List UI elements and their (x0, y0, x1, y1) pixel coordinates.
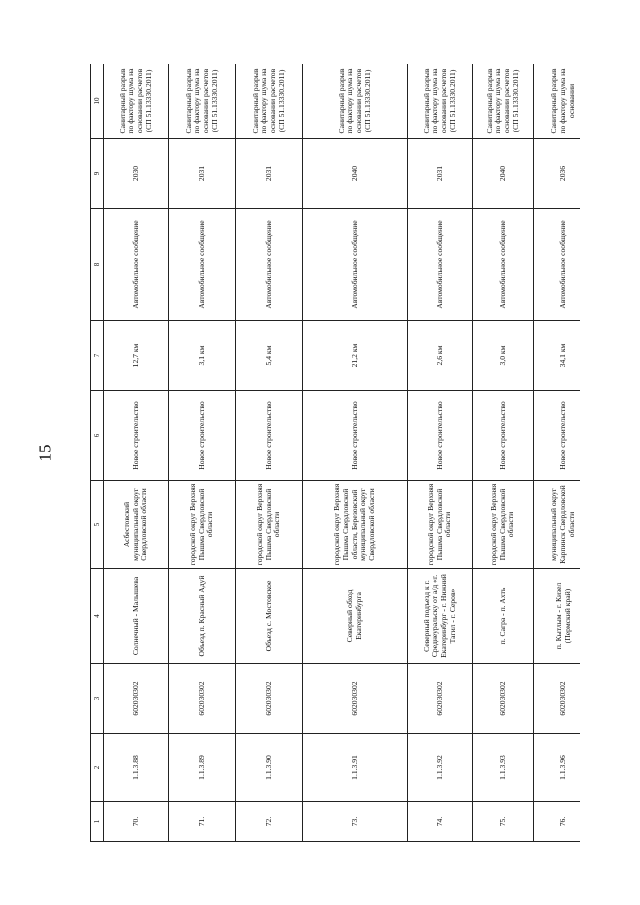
work-type: Новое строительство (104, 391, 169, 481)
table-row (303, 64, 408, 842)
object-length: 3,1 км (169, 321, 236, 391)
oktmo-code: 602030302 (236, 664, 303, 734)
oktmo-code: 602030302 (473, 664, 534, 734)
object-location: городской округ Верхняя Пышма Свердловской области (236, 481, 303, 569)
page-number-text: 15 (35, 444, 54, 461)
work-type: Новое строительство (169, 391, 236, 481)
row-number: 75. (473, 802, 534, 842)
object-location: городской округ Верхняя Пышма Свердловской области (408, 481, 473, 569)
oktmo-code: 602030302 (303, 664, 408, 734)
oktmo-code: 602030302 (104, 664, 169, 734)
oktmo-code: 602030302 (408, 664, 473, 734)
column-number: 9 (91, 139, 104, 209)
work-type: Новое строительство (473, 391, 534, 481)
protection-zone: Санитарный разрыв по фактору шума на основании (534, 64, 581, 139)
completion-year: 2040 (303, 139, 408, 209)
object-name: п. Сагра - п. Ахть (473, 569, 534, 664)
object-name: Солнечный - Малышева (104, 569, 169, 664)
protection-zone: Санитарный разрыв по фактору шума на основании расчетов (СП 51.13330.2011) (408, 64, 473, 139)
row-number: 72. (236, 802, 303, 842)
object-length: 21,2 км (303, 321, 408, 391)
object-code: 1.1.3.89 (169, 734, 236, 802)
table-row (169, 64, 236, 842)
completion-year: 2031 (169, 139, 236, 209)
object-name: Объезд п. Красный Адуй (169, 569, 236, 664)
object-purpose: Автомобильное сообщение (473, 209, 534, 321)
object-location: муниципальный округ Карпинск Свердловской области (534, 481, 581, 569)
table-row (236, 64, 303, 842)
completion-year: 2031 (236, 139, 303, 209)
protection-zone: Санитарный разрыв по фактору шума на основании расчетов (СП 51.13330.2011) (473, 64, 534, 139)
completion-year: 2040 (473, 139, 534, 209)
protection-zone: Санитарный разрыв по фактору шума на основании расчетов (СП 51.13330.2011) (169, 64, 236, 139)
table-frame (90, 64, 580, 842)
row-number: 70. (104, 802, 169, 842)
work-type: Новое строительство (303, 391, 408, 481)
column-number: 2 (91, 734, 104, 802)
object-code: 1.1.3.91 (303, 734, 408, 802)
table-row (473, 64, 534, 842)
object-purpose: Автомобильное сообщение (408, 209, 473, 321)
object-purpose: Автомобильное сообщение (104, 209, 169, 321)
road-objects-table (90, 64, 580, 842)
object-name: Объезд с. Мостовское (236, 569, 303, 664)
object-purpose: Автомобильное сообщение (169, 209, 236, 321)
column-number: 1 (91, 802, 104, 842)
completion-year: 2036 (534, 139, 581, 209)
row-number: 73. (303, 802, 408, 842)
completion-year: 2030 (104, 139, 169, 209)
object-purpose: Автомобильное сообщение (534, 209, 581, 321)
protection-zone: Санитарный разрыв по фактору шума на основании расчетов (СП 51.13330.2011) (236, 64, 303, 139)
page-number (0, 0, 90, 905)
protection-zone: Санитарный разрыв по фактору шума на основании расчетов (СП 51.13330.2011) (104, 64, 169, 139)
object-purpose: Автомобильное сообщение (303, 209, 408, 321)
column-number: 3 (91, 664, 104, 734)
object-location: городской округ Верхняя Пышма Свердловской области, Березовский муниципальный округ Свердловской области (303, 481, 408, 569)
object-code: 1.1.3.93 (473, 734, 534, 802)
object-location: городской округ Верхняя Пышма Свердловской области (473, 481, 534, 569)
object-location: городской округ Верхняя Пышма Свердловской области (169, 481, 236, 569)
rotated-table-container (90, 64, 580, 842)
object-length: 3,0 км (473, 321, 534, 391)
completion-year: 2031 (408, 139, 473, 209)
table-row (534, 64, 581, 842)
object-length: 2,6 км (408, 321, 473, 391)
object-code: 1.1.3.90 (236, 734, 303, 802)
object-purpose: Автомобильное сообщение (236, 209, 303, 321)
column-number-row (91, 64, 104, 842)
object-name: п. Кытлым - г. Кизел (Пермский край) (534, 569, 581, 664)
object-code: 1.1.3.88 (104, 734, 169, 802)
object-length: 12,7 км (104, 321, 169, 391)
work-type: Новое строительство (236, 391, 303, 481)
work-type: Новое строительство (408, 391, 473, 481)
table-row (408, 64, 473, 842)
oktmo-code: 602030302 (169, 664, 236, 734)
row-number: 76. (534, 802, 581, 842)
column-number: 7 (91, 321, 104, 391)
object-location: Асбестовский муниципальный округ Свердловской области (104, 481, 169, 569)
column-number: 6 (91, 391, 104, 481)
object-code: 1.1.3.96 (534, 734, 581, 802)
table-row (104, 64, 169, 842)
row-number: 71. (169, 802, 236, 842)
object-length: 34,1 км (534, 321, 581, 391)
work-type: Новое строительство (534, 391, 581, 481)
row-number: 74. (408, 802, 473, 842)
column-number: 8 (91, 209, 104, 321)
column-number: 10 (91, 64, 104, 139)
column-number: 4 (91, 569, 104, 664)
object-length: 5,4 км (236, 321, 303, 391)
oktmo-code: 602030302 (534, 664, 581, 734)
column-number: 5 (91, 481, 104, 569)
protection-zone: Санитарный разрыв по фактору шума на основании расчетов (СП 51.13330.2011) (303, 64, 408, 139)
object-name: Северный подъезд к г. Среднеуральску от а/д «г. Екатеринбург - г. Нижний Тагил - г. Серов» (408, 569, 473, 664)
object-name: Северный обход Екатеринбурга (303, 569, 408, 664)
object-code: 1.1.3.92 (408, 734, 473, 802)
